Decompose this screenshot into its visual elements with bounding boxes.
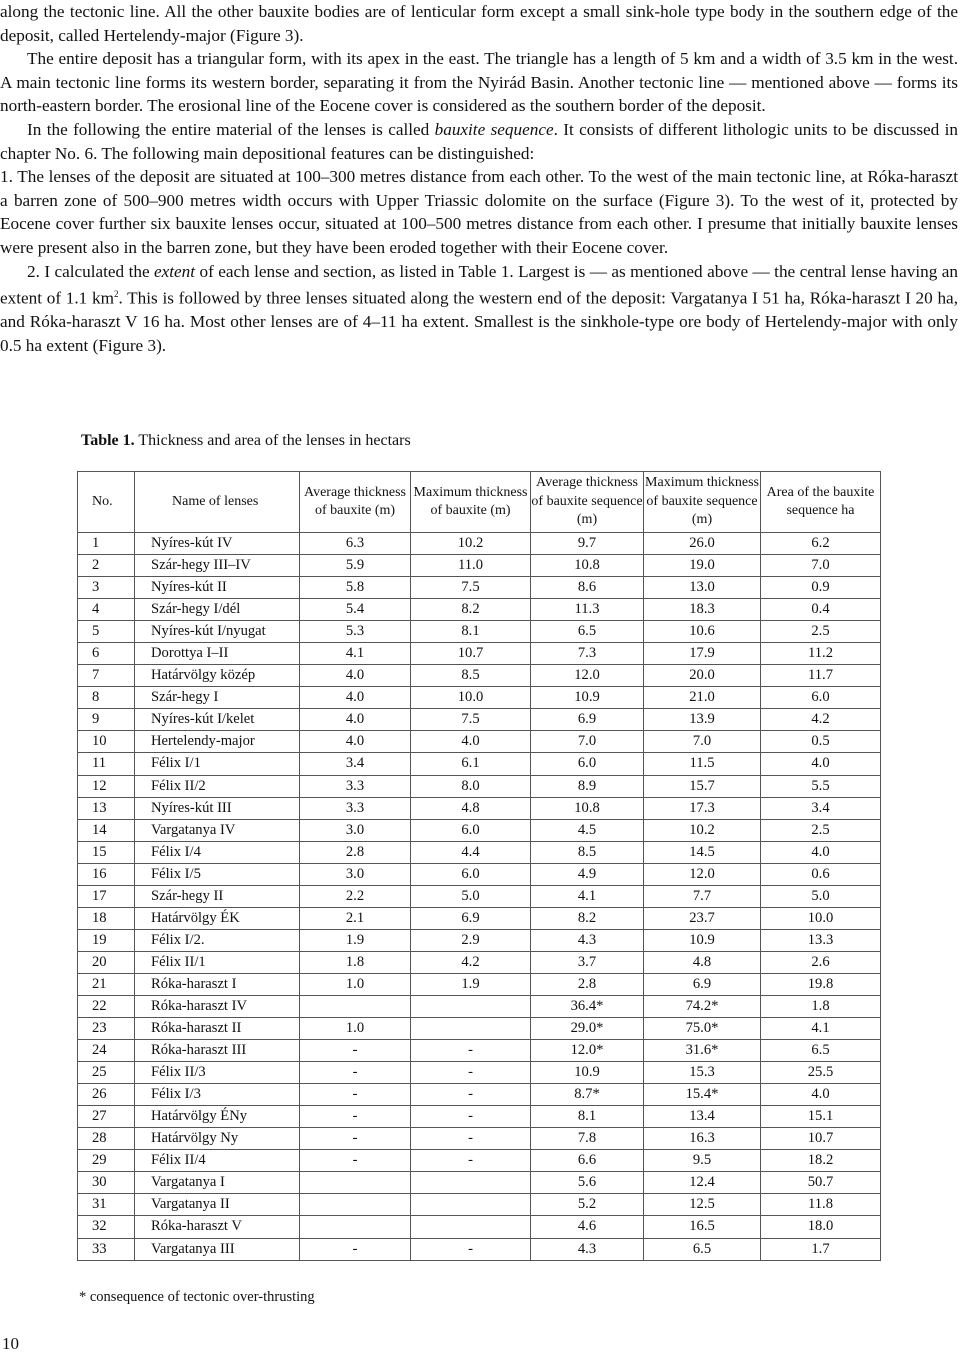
table-cell: 50.7 <box>761 1172 881 1194</box>
table-cell: 11.3 <box>531 599 644 621</box>
table-cell: 2.8 <box>531 973 644 995</box>
table-cell: 6.0 <box>531 753 644 775</box>
table-row <box>78 995 881 1017</box>
lens-name: Félix II/2 <box>135 775 300 797</box>
table-cell: 4.2 <box>411 951 531 973</box>
table-cell: 19.0 <box>644 555 761 577</box>
table-cell: 3.7 <box>531 951 644 973</box>
table-cell: 7.8 <box>531 1128 644 1150</box>
table-cell: 3.4 <box>300 753 411 775</box>
table-row <box>78 885 881 907</box>
table-cell: 4.3 <box>531 929 644 951</box>
table-cell: 1.0 <box>300 973 411 995</box>
table-row <box>78 1150 881 1172</box>
table-cell: 7.3 <box>531 643 644 665</box>
table-cell: 2.8 <box>300 841 411 863</box>
row-number: 16 <box>78 863 135 885</box>
table-cell: 10.2 <box>411 533 531 555</box>
table-row <box>78 1040 881 1062</box>
table-cell: 26.0 <box>644 533 761 555</box>
lens-name: Dorottya I–II <box>135 643 300 665</box>
table-cell: 23.7 <box>644 907 761 929</box>
table-cell: 12.0 <box>531 665 644 687</box>
table-row <box>78 599 881 621</box>
table-cell: 15.3 <box>644 1062 761 1084</box>
table-cell: 2.9 <box>411 929 531 951</box>
table-cell: 19.8 <box>761 973 881 995</box>
table-row <box>78 709 881 731</box>
table-cell <box>411 1194 531 1216</box>
table-row <box>78 577 881 599</box>
table-cell <box>300 995 411 1017</box>
table-cell: 14.5 <box>644 841 761 863</box>
lens-name: Nyíres-kút I/nyugat <box>135 621 300 643</box>
table-cell: 13.3 <box>761 929 881 951</box>
lens-name: Róka-haraszt I <box>135 973 300 995</box>
table-cell: 4.0 <box>411 731 531 753</box>
table-cell: 7.5 <box>411 577 531 599</box>
row-number: 6 <box>78 643 135 665</box>
table-cell: 17.3 <box>644 797 761 819</box>
table-cell: 18.0 <box>761 1216 881 1238</box>
table-row <box>78 1238 881 1260</box>
table-cell: 6.0 <box>411 863 531 885</box>
table-cell: 2.5 <box>761 819 881 841</box>
table-cell: 7.0 <box>531 731 644 753</box>
table-cell: 10.9 <box>531 1062 644 1084</box>
table-cell: 8.6 <box>531 577 644 599</box>
table-cell: - <box>411 1084 531 1106</box>
lens-name: Félix II/1 <box>135 951 300 973</box>
row-number: 19 <box>78 929 135 951</box>
table-cell: 12.4 <box>644 1172 761 1194</box>
table-cell: 5.0 <box>761 885 881 907</box>
table-row <box>78 1216 881 1238</box>
table-cell: - <box>300 1238 411 1260</box>
table-cell: 11.5 <box>644 753 761 775</box>
table-cell: - <box>411 1238 531 1260</box>
lens-name: Szár-hegy I <box>135 687 300 709</box>
row-number: 5 <box>78 621 135 643</box>
table-cell: - <box>411 1040 531 1062</box>
table-cell: 4.0 <box>300 665 411 687</box>
lenses-table <box>77 471 881 1261</box>
table-cell: 10.9 <box>644 929 761 951</box>
row-number: 32 <box>78 1216 135 1238</box>
table-cell: 36.4* <box>531 995 644 1017</box>
table-row <box>78 1084 881 1106</box>
table-cell: - <box>411 1062 531 1084</box>
lens-name: Félix I/2. <box>135 929 300 951</box>
table-row <box>78 1172 881 1194</box>
table-cell: 16.3 <box>644 1128 761 1150</box>
table-cell: 6.0 <box>411 819 531 841</box>
table-cell <box>300 1194 411 1216</box>
table-cell: 10.8 <box>531 797 644 819</box>
lens-name: Vargatanya III <box>135 1238 300 1260</box>
table-cell: 10.6 <box>644 621 761 643</box>
row-number: 13 <box>78 797 135 819</box>
table-cell: - <box>411 1128 531 1150</box>
table-cell: 29.0* <box>531 1018 644 1040</box>
table-row <box>78 973 881 995</box>
table-cell: 8.0 <box>411 775 531 797</box>
lens-name: Félix I/5 <box>135 863 300 885</box>
row-number: 22 <box>78 995 135 1017</box>
row-number: 20 <box>78 951 135 973</box>
lens-name: Róka-haraszt III <box>135 1040 300 1062</box>
table-cell: 18.2 <box>761 1150 881 1172</box>
table-cell: 5.4 <box>300 599 411 621</box>
row-number: 17 <box>78 885 135 907</box>
row-number: 12 <box>78 775 135 797</box>
table-row <box>78 929 881 951</box>
table-cell: 18.3 <box>644 599 761 621</box>
table-cell: 10.0 <box>411 687 531 709</box>
table-cell: 10.2 <box>644 819 761 841</box>
row-number: 3 <box>78 577 135 599</box>
row-number: 7 <box>78 665 135 687</box>
table-cell: 11.7 <box>761 665 881 687</box>
row-number: 25 <box>78 1062 135 1084</box>
table-row <box>78 951 881 973</box>
table-row <box>78 797 881 819</box>
table-cell: - <box>411 1150 531 1172</box>
table-cell: 13.0 <box>644 577 761 599</box>
table-cell: 6.5 <box>644 1238 761 1260</box>
column-header: Average thickness of bauxite sequence (m) <box>531 472 644 533</box>
table-cell: 10.7 <box>761 1128 881 1150</box>
row-number: 31 <box>78 1194 135 1216</box>
table-cell: 4.2 <box>761 709 881 731</box>
lens-name: Határvölgy ÉNy <box>135 1106 300 1128</box>
table-row <box>78 1106 881 1128</box>
column-header: Average thickness of bauxite (m) <box>300 472 411 533</box>
table-cell: - <box>300 1150 411 1172</box>
table-row <box>78 1128 881 1150</box>
table-cell <box>411 1216 531 1238</box>
row-number: 30 <box>78 1172 135 1194</box>
table-row <box>78 819 881 841</box>
table-cell: 2.6 <box>761 951 881 973</box>
table-footnote: * consequence of tectonic over-thrusting <box>79 1289 315 1305</box>
table-caption <box>81 432 411 450</box>
table-cell: 2.5 <box>761 621 881 643</box>
table-cell: 4.0 <box>761 753 881 775</box>
table-cell: 1.0 <box>300 1018 411 1040</box>
lens-name: Határvölgy közép <box>135 665 300 687</box>
table-cell: 1.9 <box>411 973 531 995</box>
table-row <box>78 1194 881 1216</box>
table-cell: 3.4 <box>761 797 881 819</box>
table-cell: 0.4 <box>761 599 881 621</box>
table-cell <box>411 1172 531 1194</box>
table-cell: 4.1 <box>531 885 644 907</box>
table-cell: 6.9 <box>531 709 644 731</box>
table-cell: 5.0 <box>411 885 531 907</box>
table-cell: 6.6 <box>531 1150 644 1172</box>
table-row <box>78 1018 881 1040</box>
row-number: 9 <box>78 709 135 731</box>
lens-name: Nyíres-kút I/kelet <box>135 709 300 731</box>
table-cell: - <box>300 1040 411 1062</box>
row-number: 21 <box>78 973 135 995</box>
table-cell: 20.0 <box>644 665 761 687</box>
table-row <box>78 533 881 555</box>
table-cell: 13.9 <box>644 709 761 731</box>
table-cell: 21.0 <box>644 687 761 709</box>
table-cell: 8.5 <box>531 841 644 863</box>
table-cell: 12.5 <box>644 1194 761 1216</box>
table-cell: 1.8 <box>761 995 881 1017</box>
row-number: 27 <box>78 1106 135 1128</box>
table-cell: 2.1 <box>300 907 411 929</box>
table-cell: 4.1 <box>761 1018 881 1040</box>
body-text <box>0 0 958 358</box>
lens-name: Szár-hegy III–IV <box>135 555 300 577</box>
table-row <box>78 1062 881 1084</box>
table-cell: 6.2 <box>761 533 881 555</box>
table-cell: 4.1 <box>300 643 411 665</box>
table-cell: 5.5 <box>761 775 881 797</box>
row-number: 14 <box>78 819 135 841</box>
table-cell: 4.8 <box>644 951 761 973</box>
table-cell: 12.0* <box>531 1040 644 1062</box>
table-cell: 7.0 <box>761 555 881 577</box>
table-cell: 2.2 <box>300 885 411 907</box>
table-cell: 4.0 <box>300 709 411 731</box>
table-cell: 5.8 <box>300 577 411 599</box>
lens-name: Vargatanya II <box>135 1194 300 1216</box>
table-cell: 7.7 <box>644 885 761 907</box>
table-cell: 8.2 <box>411 599 531 621</box>
table-cell: 6.5 <box>531 621 644 643</box>
table-cell: 4.5 <box>531 819 644 841</box>
table-cell: 4.8 <box>411 797 531 819</box>
lens-name: Vargatanya I <box>135 1172 300 1194</box>
table-header-row <box>78 472 881 533</box>
lens-name: Hertelendy-major <box>135 731 300 753</box>
lens-name: Nyíres-kút III <box>135 797 300 819</box>
table-row <box>78 731 881 753</box>
row-number: 4 <box>78 599 135 621</box>
paragraph: In the following the entire material of the lenses is called bauxite sequence. It consists of different lithologic units to be discussed in chapter No. 6. The following main depositional features can be distinguished: <box>0 119 958 163</box>
table-cell: 5.9 <box>300 555 411 577</box>
table-cell: 3.3 <box>300 797 411 819</box>
table-caption-text: Thickness and area of the lenses in hectars <box>134 432 411 449</box>
table-cell: 25.5 <box>761 1062 881 1084</box>
table-row <box>78 753 881 775</box>
row-number: 18 <box>78 907 135 929</box>
table-cell: 9.7 <box>531 533 644 555</box>
table-cell: 10.0 <box>761 907 881 929</box>
table-cell: 15.7 <box>644 775 761 797</box>
table-cell <box>411 995 531 1017</box>
table-cell: 4.9 <box>531 863 644 885</box>
table-cell: 4.0 <box>300 731 411 753</box>
table-cell: - <box>300 1062 411 1084</box>
table-cell: 8.1 <box>531 1106 644 1128</box>
table-cell: - <box>411 1106 531 1128</box>
table-cell: 11.2 <box>761 643 881 665</box>
table-cell: 4.4 <box>411 841 531 863</box>
table-cell: 0.6 <box>761 863 881 885</box>
row-number: 2 <box>78 555 135 577</box>
table-cell: 4.0 <box>761 841 881 863</box>
lens-name: Félix I/1 <box>135 753 300 775</box>
table-cell: 5.2 <box>531 1194 644 1216</box>
table-cell: - <box>300 1128 411 1150</box>
lens-name: Nyíres-kút II <box>135 577 300 599</box>
table-cell: 1.8 <box>300 951 411 973</box>
row-number: 11 <box>78 753 135 775</box>
table-cell: 6.5 <box>761 1040 881 1062</box>
table-cell: 5.6 <box>531 1172 644 1194</box>
table-row <box>78 643 881 665</box>
row-number: 26 <box>78 1084 135 1106</box>
column-header: Maximum thickness of bauxite sequence (m) <box>644 472 761 533</box>
lens-name: Nyíres-kút IV <box>135 533 300 555</box>
table-cell: 4.3 <box>531 1238 644 1260</box>
column-header: Name of lenses <box>135 472 300 533</box>
paragraph: 2. I calculated the extent of each lense and section, as listed in Table 1. Largest is — as mentioned above — the central lense having an extent of 1.1 $km^2$. This is followed by three lenses situated along the western end of the deposit: Vargatanya I 51 ha, Róka-haraszt I 20 ha, and Róka-haraszt V 16 ha. Most other lenses are of 4–11 ha extent. Smallest is the sinkhole-type ore body of Hertelendy-major with only 0.5 ha extent (Figure 3). <box>0 261 958 356</box>
column-header: Area of the bauxite sequence ha <box>761 472 881 533</box>
table-cell: 1.9 <box>300 929 411 951</box>
lens-name: Félix I/3 <box>135 1084 300 1106</box>
table-cell: 8.1 <box>411 621 531 643</box>
table-cell: 75.0* <box>644 1018 761 1040</box>
table-cell: 8.5 <box>411 665 531 687</box>
table-cell: 1.7 <box>761 1238 881 1260</box>
lens-name: Róka-haraszt V <box>135 1216 300 1238</box>
table-cell: 8.7* <box>531 1084 644 1106</box>
table-cell: 4.0 <box>300 687 411 709</box>
table-cell: 8.2 <box>531 907 644 929</box>
row-number: 28 <box>78 1128 135 1150</box>
table-cell <box>300 1172 411 1194</box>
table-cell: 10.7 <box>411 643 531 665</box>
row-number: 10 <box>78 731 135 753</box>
table-cell: 7.5 <box>411 709 531 731</box>
lens-name: Szár-hegy II <box>135 885 300 907</box>
row-number: 29 <box>78 1150 135 1172</box>
table-cell: 6.9 <box>411 907 531 929</box>
table-cell: 3.3 <box>300 775 411 797</box>
row-number: 24 <box>78 1040 135 1062</box>
lens-name: Vargatanya IV <box>135 819 300 841</box>
table-cell: 3.0 <box>300 863 411 885</box>
table-cell: 6.9 <box>644 973 761 995</box>
table-cell: 10.9 <box>531 687 644 709</box>
table-caption-label: Table 1. <box>81 432 135 449</box>
table-row <box>78 863 881 885</box>
table-row <box>78 687 881 709</box>
row-number: 23 <box>78 1018 135 1040</box>
table-cell: 0.5 <box>761 731 881 753</box>
table-cell: 6.1 <box>411 753 531 775</box>
table-row <box>78 841 881 863</box>
table-row <box>78 621 881 643</box>
table-cell: 8.9 <box>531 775 644 797</box>
table-cell <box>300 1216 411 1238</box>
table-cell: 3.0 <box>300 819 411 841</box>
table-cell: 0.9 <box>761 577 881 599</box>
table-cell: 15.1 <box>761 1106 881 1128</box>
table-cell: 6.0 <box>761 687 881 709</box>
column-header: No. <box>78 472 135 533</box>
table-cell: 4.0 <box>761 1084 881 1106</box>
row-number: 33 <box>78 1238 135 1260</box>
table-row <box>78 555 881 577</box>
table-cell: 16.5 <box>644 1216 761 1238</box>
table-cell: 9.5 <box>644 1150 761 1172</box>
page-number: 10 <box>2 1334 19 1353</box>
table-cell: - <box>300 1106 411 1128</box>
lens-name: Róka-haraszt II <box>135 1018 300 1040</box>
table-cell: 11.0 <box>411 555 531 577</box>
lens-name: Félix II/3 <box>135 1062 300 1084</box>
table-cell <box>411 1018 531 1040</box>
table-row <box>78 907 881 929</box>
table-cell: 15.4* <box>644 1084 761 1106</box>
table-cell: 13.4 <box>644 1106 761 1128</box>
row-number: 15 <box>78 841 135 863</box>
lens-name: Határvölgy ÉK <box>135 907 300 929</box>
table-cell: 31.6* <box>644 1040 761 1062</box>
table-row <box>78 775 881 797</box>
paragraph: along the tectonic line. All the other bauxite bodies are of lenticular form except a small sink-hole type body in the southern edge of the deposit, called Hertelendy-major (Figure 3). <box>0 2 958 45</box>
table-cell: 11.8 <box>761 1194 881 1216</box>
paragraph: The entire deposit has a triangular form, with its apex in the east. The triangle has a length of 5 km and a width of 3.5 km in the west. A main tectonic line forms its western border, separating it from the Nyirád Basin. Another tectonic line — mentioned above — forms its north-eastern border. The erosional line of the Eocene cover is considered as the southern border of the deposit. <box>0 49 958 116</box>
row-number: 8 <box>78 687 135 709</box>
table-cell: 17.9 <box>644 643 761 665</box>
lens-name: Határvölgy Ny <box>135 1128 300 1150</box>
table-cell: 6.3 <box>300 533 411 555</box>
lens-name: Félix II/4 <box>135 1150 300 1172</box>
table-cell: 74.2* <box>644 995 761 1017</box>
table-cell: 7.0 <box>644 731 761 753</box>
table-cell: 4.6 <box>531 1216 644 1238</box>
table-cell: 5.3 <box>300 621 411 643</box>
table-cell: 12.0 <box>644 863 761 885</box>
paragraph: 1. The lenses of the deposit are situated at 100–300 metres distance from each other. To the west of the main tectonic line, at Róka-haraszt a barren zone of 500–900 metres width occurs with Upper Triassic dolomite on the surface (Figure 3). To the west of it, protected by Eocene cover further six bauxite lenses occur, situated at 100–500 metres distance from each other. I presume that initially bauxite lenses were present also in the barren zone, but they have been eroded together with their Eocene cover. <box>0 167 958 257</box>
lens-name: Róka-haraszt IV <box>135 995 300 1017</box>
table-cell: - <box>300 1084 411 1106</box>
row-number: 1 <box>78 533 135 555</box>
lens-name: Szár-hegy I/dél <box>135 599 300 621</box>
table-cell: 10.8 <box>531 555 644 577</box>
column-header: Maximum thickness of bauxite (m) <box>411 472 531 533</box>
lens-name: Félix I/4 <box>135 841 300 863</box>
table-row <box>78 665 881 687</box>
